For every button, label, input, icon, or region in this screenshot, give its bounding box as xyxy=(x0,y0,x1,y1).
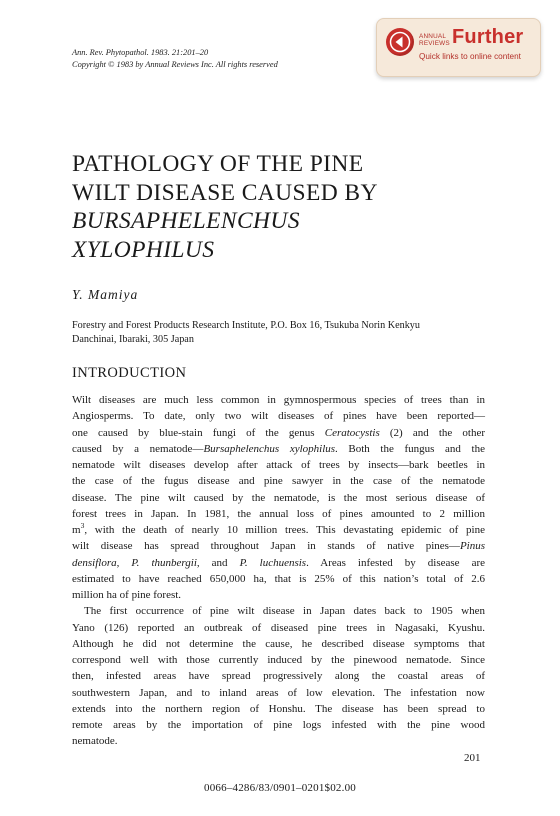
paragraph-line: forest trees in Japan. In 1981, the annual loss of pines amounted to 2 million xyxy=(72,507,485,520)
paragraph-line: then, infested areas have spread progressively along the coastal areas of xyxy=(72,670,485,683)
body-text xyxy=(72,392,485,750)
paragraph-line: caused by a nematode—Bursaphelenchus xylophilus. Both the fungus and the xyxy=(72,442,485,455)
article-title xyxy=(72,150,492,264)
paragraph-line: Wilt diseases are much less common in gymnospermous species of trees than in xyxy=(72,394,485,406)
paragraph-line: The first occurrence of pine wilt disease in Japan dates back to 1905 when xyxy=(84,605,485,618)
footer-code: 0066–4286/83/0901–0201$02.00 xyxy=(204,782,356,794)
title-line-italic: XYLOPHILUS xyxy=(72,236,215,263)
author-affiliation xyxy=(72,319,490,347)
paragraph-line: extends into the northern region of Honshu. The disease has been spread to xyxy=(72,702,485,715)
paragraph-line: disease. The pine wilt caused by the nematode, is the most serious disease of xyxy=(72,491,485,504)
genus-name: Pinus xyxy=(459,540,485,553)
affiliation-line: Forestry and Forest Products Research Institute, P.O. Box 16, Tsukuba Norin Kenkyu xyxy=(72,320,420,331)
paragraph-line: Although he did not determine the cause, he described disease symptoms that xyxy=(72,637,485,650)
species-name: Bursaphelenchus xylophilus xyxy=(203,442,336,455)
further-label: Further xyxy=(452,26,524,48)
affiliation-line: Danchinai, Ibaraki, 305 Japan xyxy=(72,334,194,345)
paragraph-line: one caused by blue-stain fungi of the genus Ceratocystis (2) and the other xyxy=(72,426,486,439)
quick-links-text: Quick links to online content xyxy=(419,52,521,61)
paragraph-line: densiflora, P. thunbergii, and P. luchuensis. Areas infested by disease are xyxy=(72,556,486,569)
annual-reviews-further-badge[interactable] xyxy=(376,18,541,77)
paragraph-line: Yano (126) reported an outbreak of diseased pine trees in Nagasaki, Kyushu. xyxy=(72,621,485,634)
section-heading: INTRODUCTION xyxy=(72,365,187,381)
paragraph-line: nematode. xyxy=(72,735,118,748)
paragraph-line: nematode wilt diseases develop after attack of trees by insects—bark beetles in xyxy=(72,459,485,471)
page-number: 201 xyxy=(464,752,481,764)
paragraph-line: remote areas by the importation of pine logs infested with the pine wood xyxy=(72,719,485,731)
genus-name: Ceratocystis xyxy=(324,426,380,439)
brand-line-annual: ANNUAL xyxy=(419,33,447,40)
title-line: WILT DISEASE CAUSED BY xyxy=(72,179,378,206)
annual-reviews-wordmark xyxy=(419,33,450,47)
title-line: PATHOLOGY OF THE PINE xyxy=(72,151,364,177)
species-name: P. luchuensis xyxy=(239,556,307,569)
paragraph-line: correspond well with those currently induced by the pinewood nematode. Since xyxy=(72,654,485,666)
paragraph-line: southwestern Japan, and to inland areas of low elevation. The infestation now xyxy=(72,686,485,699)
paragraph-line: Angiosperms. To date, only two wilt diseases of pines have been reported— xyxy=(72,410,485,423)
citation-line: Ann. Rev. Phytopathol. 1983. 21:201–20 xyxy=(72,48,209,57)
copyright-line: Copyright © 1983 by Annual Reviews Inc. All rights reserved xyxy=(72,60,278,69)
paragraph-line: wilt disease has spread throughout Japan in stands of native pines—Pinus xyxy=(72,540,485,553)
annual-reviews-logo-icon xyxy=(386,28,414,56)
paragraph-line: million ha of pine forest. xyxy=(72,589,182,601)
species-names: densiflora, P. thunbergii, xyxy=(72,556,200,569)
paragraph-line: the case of the fugus disease and pine sawyer in the case of the nematode xyxy=(72,475,485,488)
paragraph-line: estimated to have reached 650,000 ha, that is 25% of this nation’s total of 2.6 xyxy=(72,572,485,585)
paragraph-line: $m^3$, with the death of nearly 10 million trees. This devastating epidemic of pine xyxy=(72,521,485,536)
superscript: 3 xyxy=(80,521,85,530)
brand-line-reviews: REVIEWS xyxy=(419,40,450,47)
author-name: Y. Mamiya xyxy=(72,287,139,302)
title-line-italic: BURSAPHELENCHUS xyxy=(72,208,300,234)
journal-citation xyxy=(72,47,278,71)
